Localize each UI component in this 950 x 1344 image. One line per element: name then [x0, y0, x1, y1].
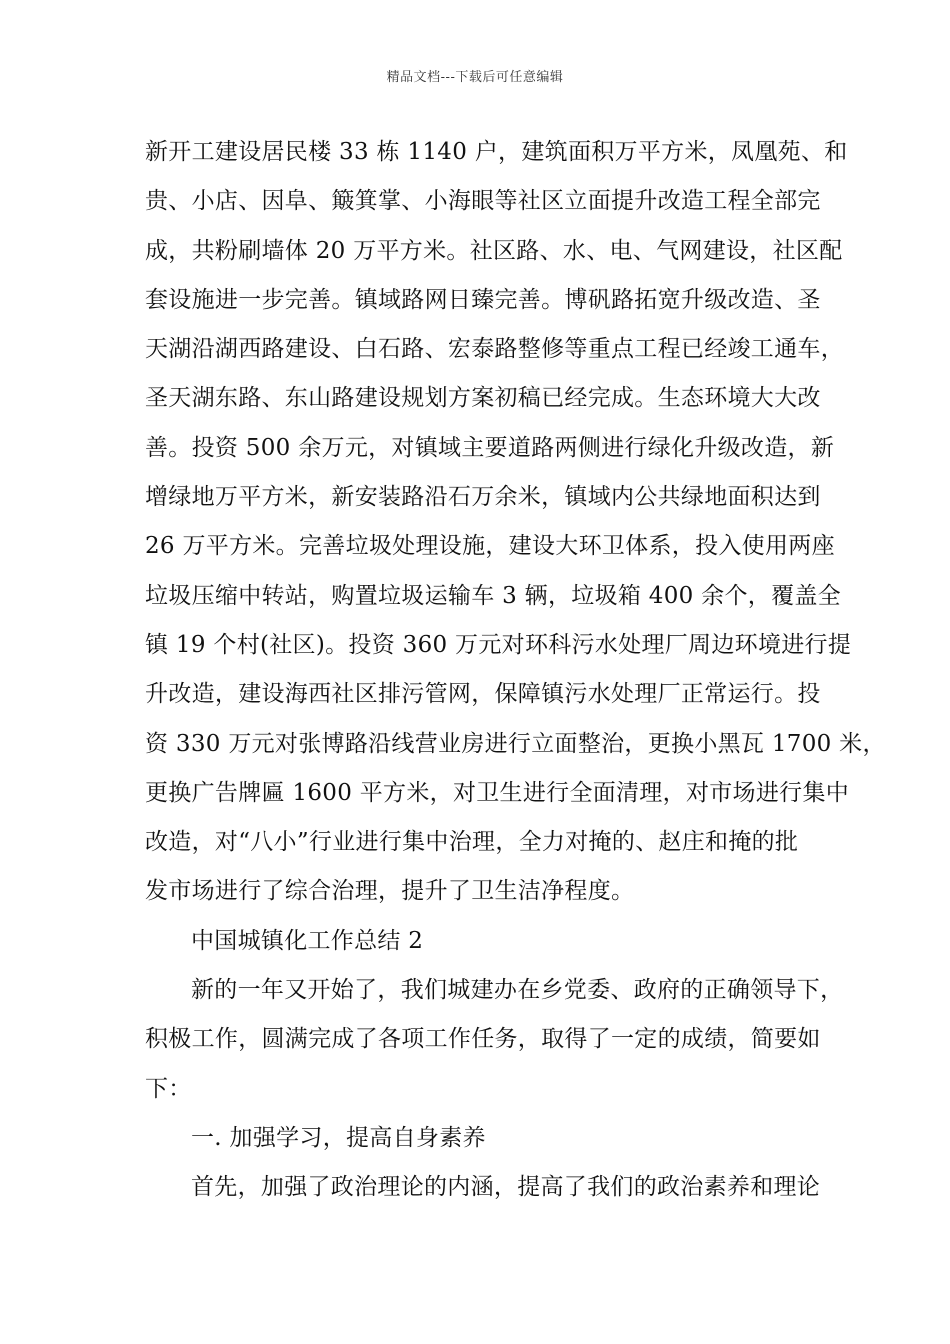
body-line: 首先，加强了政治理论的内涵，提高了我们的政治素养和理论	[191, 1174, 821, 1201]
body-line: 垃圾压缩中转站，购置垃圾运输车 3 辆，垃圾箱 400 余个，覆盖全	[145, 582, 841, 609]
body-line: 善。投资 500 余万元，对镇域主要道路两侧进行绿化升级改造，新	[145, 434, 835, 461]
body-line: 下：	[145, 1075, 192, 1102]
body-line: 更换广告牌匾 1600 平方米，对卫生进行全面清理，对市场进行集中	[145, 779, 850, 806]
body-line: 资 330 万元对张博路沿线营业房进行立面整治，更换小黑瓦 1700 米，	[145, 730, 886, 757]
page-header-watermark: 精品文档---下载后可任意编辑	[386, 70, 564, 85]
body-line: 镇 19 个村(社区)。投资 360 万元对环科污水处理厂周边环境进行提	[145, 631, 852, 658]
body-line: 发市场进行了综合治理，提升了卫生洁净程度。	[145, 878, 635, 905]
body-line: 积极工作，圆满完成了各项工作任务，取得了一定的成绩，简要如	[145, 1026, 821, 1053]
body-line: 圣天湖东路、东山路建设规划方案初稿已经完成。生态环境大大改	[145, 385, 821, 412]
body-line: 改造，对“八小”行业进行集中治理，全力对掩的、赵庄和掩的批	[145, 829, 799, 856]
body-line: 升改造，建设海西社区排污管网，保障镇污水处理厂正常运行。投	[145, 681, 821, 708]
subsection-heading: 一. 加强学习，提高自身素养	[191, 1124, 486, 1151]
body-line: 新开工建设居民楼 33 栋 1140 户，建筑面积万平方米，凤凰苑、和	[145, 139, 848, 165]
body-line: 套设施进一步完善。镇域路网日臻完善。博矾路拓宽升级改造、圣	[145, 286, 821, 313]
body-line: 天湖沿湖西路建设、白石路、宏泰路整修等重点工程已经竣工通车，	[145, 336, 844, 363]
body-line: 贵、小店、因阜、簸箕掌、小海眼等社区立面提升改造工程全部完	[145, 188, 821, 215]
section-heading: 中国城镇化工作总结 2	[191, 927, 424, 954]
body-line: 新的一年又开始了，我们城建办在乡党委、政府的正确领导下，	[191, 977, 844, 1004]
body-line: 26 万平方米。完善垃圾处理设施，建设大环卫体系，投入使用两座	[145, 533, 835, 560]
body-line: 增绿地万平方米，新安装路沿石万余米，镇域内公共绿地面积达到	[145, 484, 821, 511]
document-body	[145, 134, 886, 1219]
body-line: 成，共粉刷墙体 20 万平方米。社区路、水、电、气网建设，社区配	[145, 237, 843, 264]
